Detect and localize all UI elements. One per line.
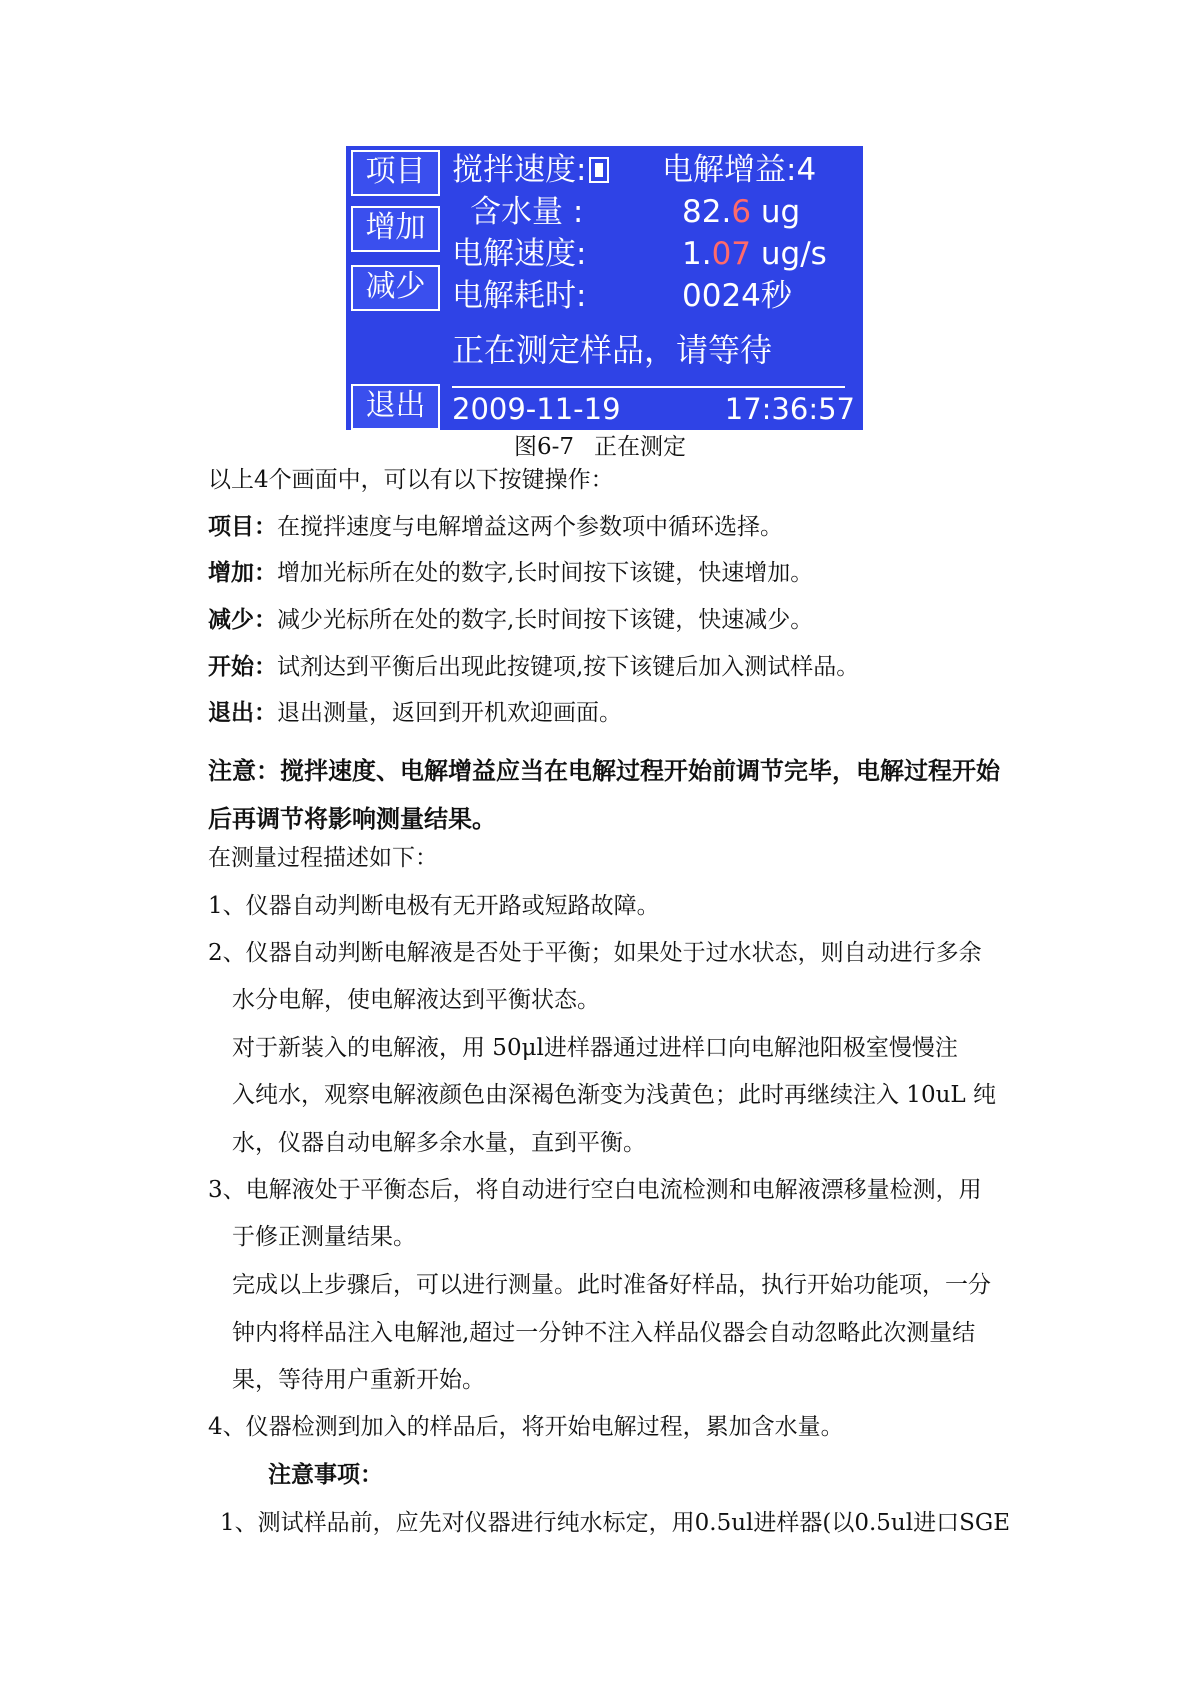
lcd-time: 17:36:57	[724, 392, 855, 426]
time-row	[452, 276, 852, 316]
key-desc: 在搅拌速度与电解增益这两个参数项中循环选择。	[277, 514, 783, 540]
lcd-screen	[346, 146, 863, 430]
notes-heading: 注意事项：	[268, 1461, 383, 1488]
exit-button[interactable]: 退出	[351, 384, 440, 430]
key-label: 退出：	[208, 699, 277, 726]
key-label: 项目：	[208, 513, 277, 540]
project-button[interactable]: 项目	[351, 150, 440, 196]
key-label: 减少：	[208, 606, 277, 633]
intro-text: 以上4个画面中，可以有以下按键操作：	[208, 467, 614, 493]
rate-value-hi: 07	[711, 236, 752, 272]
step-3: 3、电解液处于平衡态后，将自动进行空白电流检测和电解液漂移量检测，用	[208, 1177, 982, 1203]
key-item	[208, 512, 783, 542]
cursor-icon	[589, 157, 609, 183]
step-3-cont: 于修正测量结果。	[232, 1224, 416, 1250]
step-3-para: 钟内将样品注入电解池,超过一分钟不注入样品仪器会自动忽略此次测量结	[232, 1320, 976, 1346]
rate-label: 电解速度:	[452, 236, 587, 272]
key-item	[208, 698, 622, 728]
step-4: 4、仪器检测到加入的样品后，将开始电解过程，累加含水量。	[208, 1414, 844, 1440]
stir-speed-label: 搅拌速度:	[452, 152, 587, 188]
step-3-para: 果，等待用户重新开始。	[232, 1367, 485, 1393]
warning-note-cont: 后再调节将影响测量结果。	[208, 804, 496, 833]
figure-caption	[0, 432, 1200, 462]
step-2-para: 入纯水，观察电解液颜色由深褐色渐变为浅黄色；此时再继续注入 10uL 纯	[232, 1082, 996, 1108]
step-3-para: 完成以上步骤后，可以进行测量。此时准备好样品，执行开始功能项，一分	[232, 1272, 991, 1298]
rate-value	[682, 234, 827, 274]
time-value: 0024秒	[682, 278, 792, 314]
rate-unit: ug/s	[751, 236, 827, 272]
key-label: 开始：	[208, 653, 277, 680]
key-desc: 退出测量，返回到开机欢迎画面。	[277, 700, 622, 726]
key-item	[208, 652, 859, 682]
lcd-date: 2009-11-19	[452, 392, 621, 426]
water-value-main: 82.	[682, 194, 732, 230]
figure-title: 正在测定	[594, 434, 687, 460]
notes-item-1: 1、测试样品前，应先对仪器进行纯水标定，用0.5ul进样器(以0.5ul进口SGE	[220, 1510, 1011, 1536]
increase-button[interactable]: 增加	[351, 206, 440, 252]
step-2: 2、仪器自动判断电解液是否处于平衡；如果处于过水状态，则自动进行多余	[208, 940, 982, 966]
key-item	[208, 605, 813, 635]
step-2-para: 对于新装入的电解液，用 50μl进样器通过进样口向电解池阳极室慢慢注	[232, 1035, 958, 1061]
rate-value-main: 1.	[682, 236, 712, 272]
water-label: 含水量 :	[470, 194, 584, 230]
param-row	[452, 150, 817, 190]
time-label: 电解耗时:	[452, 278, 587, 314]
step-2-cont: 水分电解，使电解液达到平衡状态。	[232, 987, 600, 1013]
key-label: 增加：	[208, 559, 277, 586]
step-1: 1、仪器自动判断电极有无开路或短路故障。	[208, 893, 660, 919]
step-2-para: 水，仪器自动电解多余水量，直到平衡。	[232, 1130, 646, 1156]
rate-row	[452, 234, 852, 274]
water-value-hi: 6	[731, 194, 752, 230]
water-unit: ug	[751, 194, 801, 230]
status-text: 正在测定样品，请等待	[452, 331, 773, 369]
gain-label: 电解增益:4	[662, 152, 817, 188]
warning-note: 注意：搅拌速度、电解增益应当在电解过程开始前调节完毕，电解过程开始	[208, 756, 1000, 785]
key-desc: 试剂达到平衡后出现此按键项,按下该键后加入测试样品。	[277, 654, 860, 680]
water-row	[470, 192, 850, 232]
water-value	[682, 192, 800, 232]
figure-number: 图6-7	[513, 434, 575, 460]
divider	[452, 386, 845, 388]
decrease-button[interactable]: 减少	[351, 265, 440, 311]
process-intro: 在测量过程描述如下：	[208, 845, 438, 871]
key-item	[208, 558, 813, 588]
lcd-footer	[452, 390, 855, 428]
key-desc: 减少光标所在处的数字,长时间按下该键，快速减少。	[277, 607, 814, 633]
key-desc: 增加光标所在处的数字,长时间按下该键，快速增加。	[277, 560, 814, 586]
